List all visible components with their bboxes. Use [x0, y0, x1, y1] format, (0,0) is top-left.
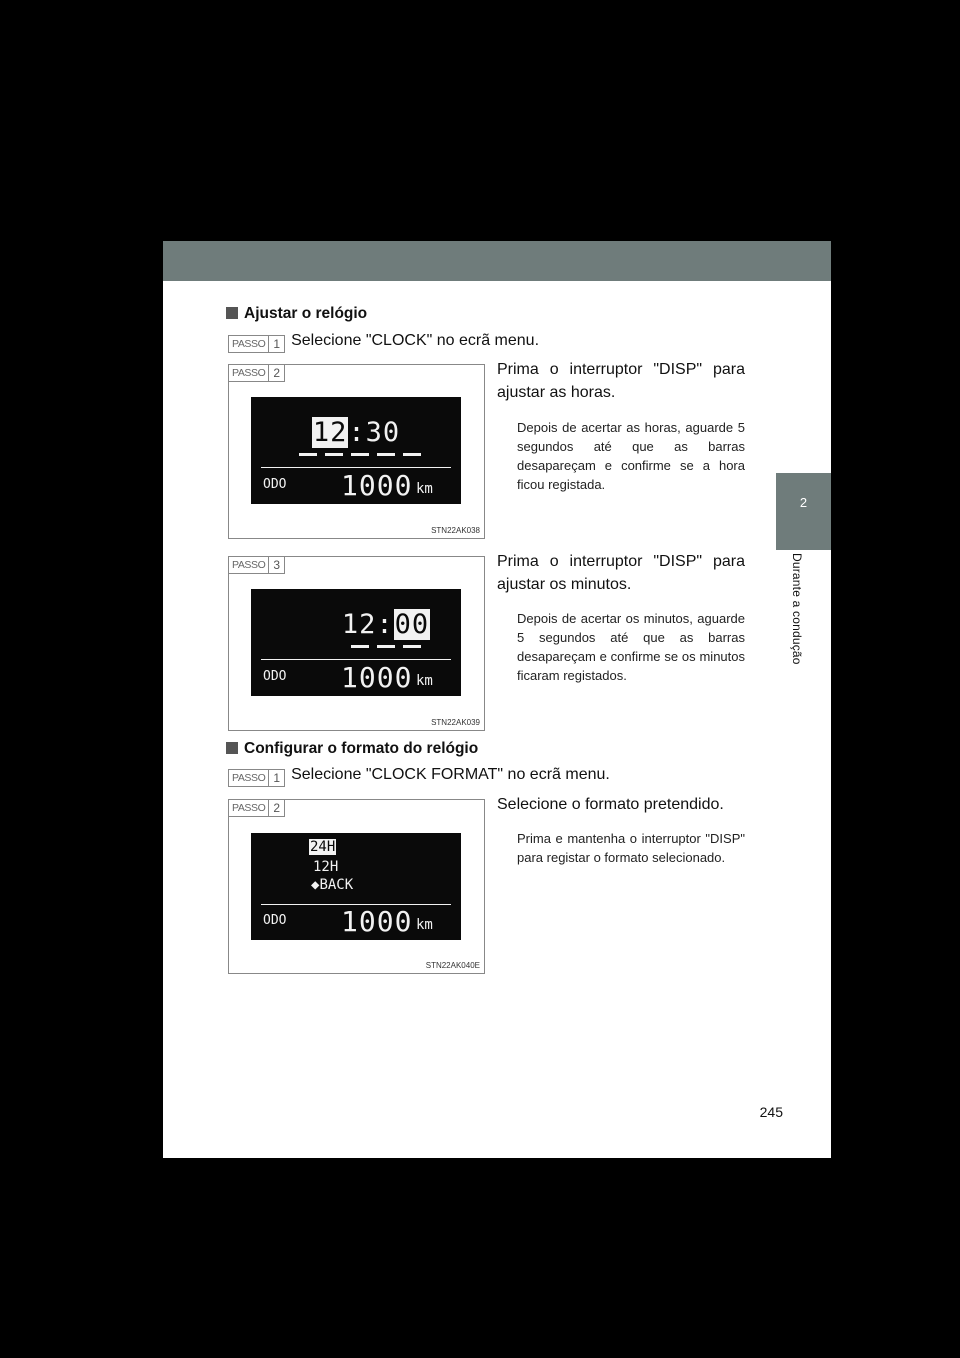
step-badge: PASSO 3	[229, 557, 285, 574]
dash-bar	[377, 453, 395, 456]
clock-readout: 12:30	[312, 417, 401, 448]
odo-unit: km	[416, 481, 433, 497]
odo-unit: km	[416, 673, 433, 689]
square-bullet-icon	[226, 307, 238, 319]
chapter-tab-number: 2	[776, 473, 831, 550]
figure-hours-display	[228, 364, 485, 539]
figure-code: STN22AK039	[431, 718, 480, 727]
dash-bar	[351, 645, 369, 648]
clock-step-2-note: Depois de acertar as horas, aguarde 5 segundos até que as barras desapareçam e confirme se a hora ficou registada.	[517, 420, 745, 492]
step-badge: PASSO 1	[228, 769, 285, 787]
manual-page	[163, 241, 831, 1158]
figure-code: STN22AK038	[431, 526, 480, 535]
odo-label: ODO	[263, 477, 287, 492]
clock-step-1: PASSO 1 Selecione "CLOCK" no ecrã menu.	[228, 332, 539, 353]
separator-line	[261, 467, 451, 468]
section-heading-clock: Ajustar o relógio	[226, 305, 367, 323]
odo-value: 1000	[341, 469, 413, 502]
dash-bar	[403, 645, 421, 648]
clock-step-3-note: Depois de acertar os minutos, aguarde 5 segundos até que as barras desapareçam e confirme se os minutos ficaram registados.	[517, 611, 745, 683]
page-number: 245	[759, 1104, 783, 1120]
figure-minutes-display	[228, 556, 485, 731]
format-option-24h: 24H	[310, 839, 336, 855]
step-badge: PASSO 2	[229, 365, 285, 382]
dash-bar	[325, 453, 343, 456]
format-step-2-instruction: Selecione o formato pretendido.	[497, 796, 724, 813]
odo-value: 1000	[341, 661, 413, 694]
dash-bar	[377, 645, 395, 648]
odo-label: ODO	[263, 913, 287, 928]
separator-line	[261, 659, 451, 660]
format-step-1: PASSO 1 Selecione "CLOCK FORMAT" no ecrã menu.	[228, 766, 610, 787]
clock-readout: 12:00	[341, 609, 430, 640]
format-step-2-note: Prima e mantenha o interruptor "DISP" para registar o formato selecionado.	[517, 831, 745, 865]
clock-step-3-instruction: Prima o interruptor "DISP" para ajustar os minutos.	[497, 553, 745, 593]
step-badge: PASSO 2	[229, 800, 285, 817]
odo-value: 1000	[341, 905, 413, 938]
header-bar	[163, 241, 831, 281]
dashboard-display	[251, 397, 461, 504]
dash-bar	[299, 453, 317, 456]
odo-label: ODO	[263, 669, 287, 684]
clock-step-2-instruction: Prima o interruptor "DISP" para ajustar as horas.	[497, 361, 745, 401]
figure-code: STN22AK040E	[425, 961, 480, 970]
square-bullet-icon	[226, 742, 238, 754]
step-badge: PASSO 1	[228, 335, 285, 353]
odo-unit: km	[416, 917, 433, 933]
dash-bar	[403, 453, 421, 456]
chapter-tab-label: Durante a condução	[790, 553, 804, 665]
section-heading-format: Configurar o formato do relógio	[226, 740, 478, 758]
format-option-back: ◆BACK	[311, 877, 354, 893]
dashboard-display	[251, 589, 461, 696]
arrow-left-icon: ◆	[311, 877, 320, 893]
figure-format-display	[228, 799, 485, 974]
dash-bar	[351, 453, 369, 456]
format-option-12h: 12H	[313, 859, 339, 875]
dashboard-display	[251, 833, 461, 940]
